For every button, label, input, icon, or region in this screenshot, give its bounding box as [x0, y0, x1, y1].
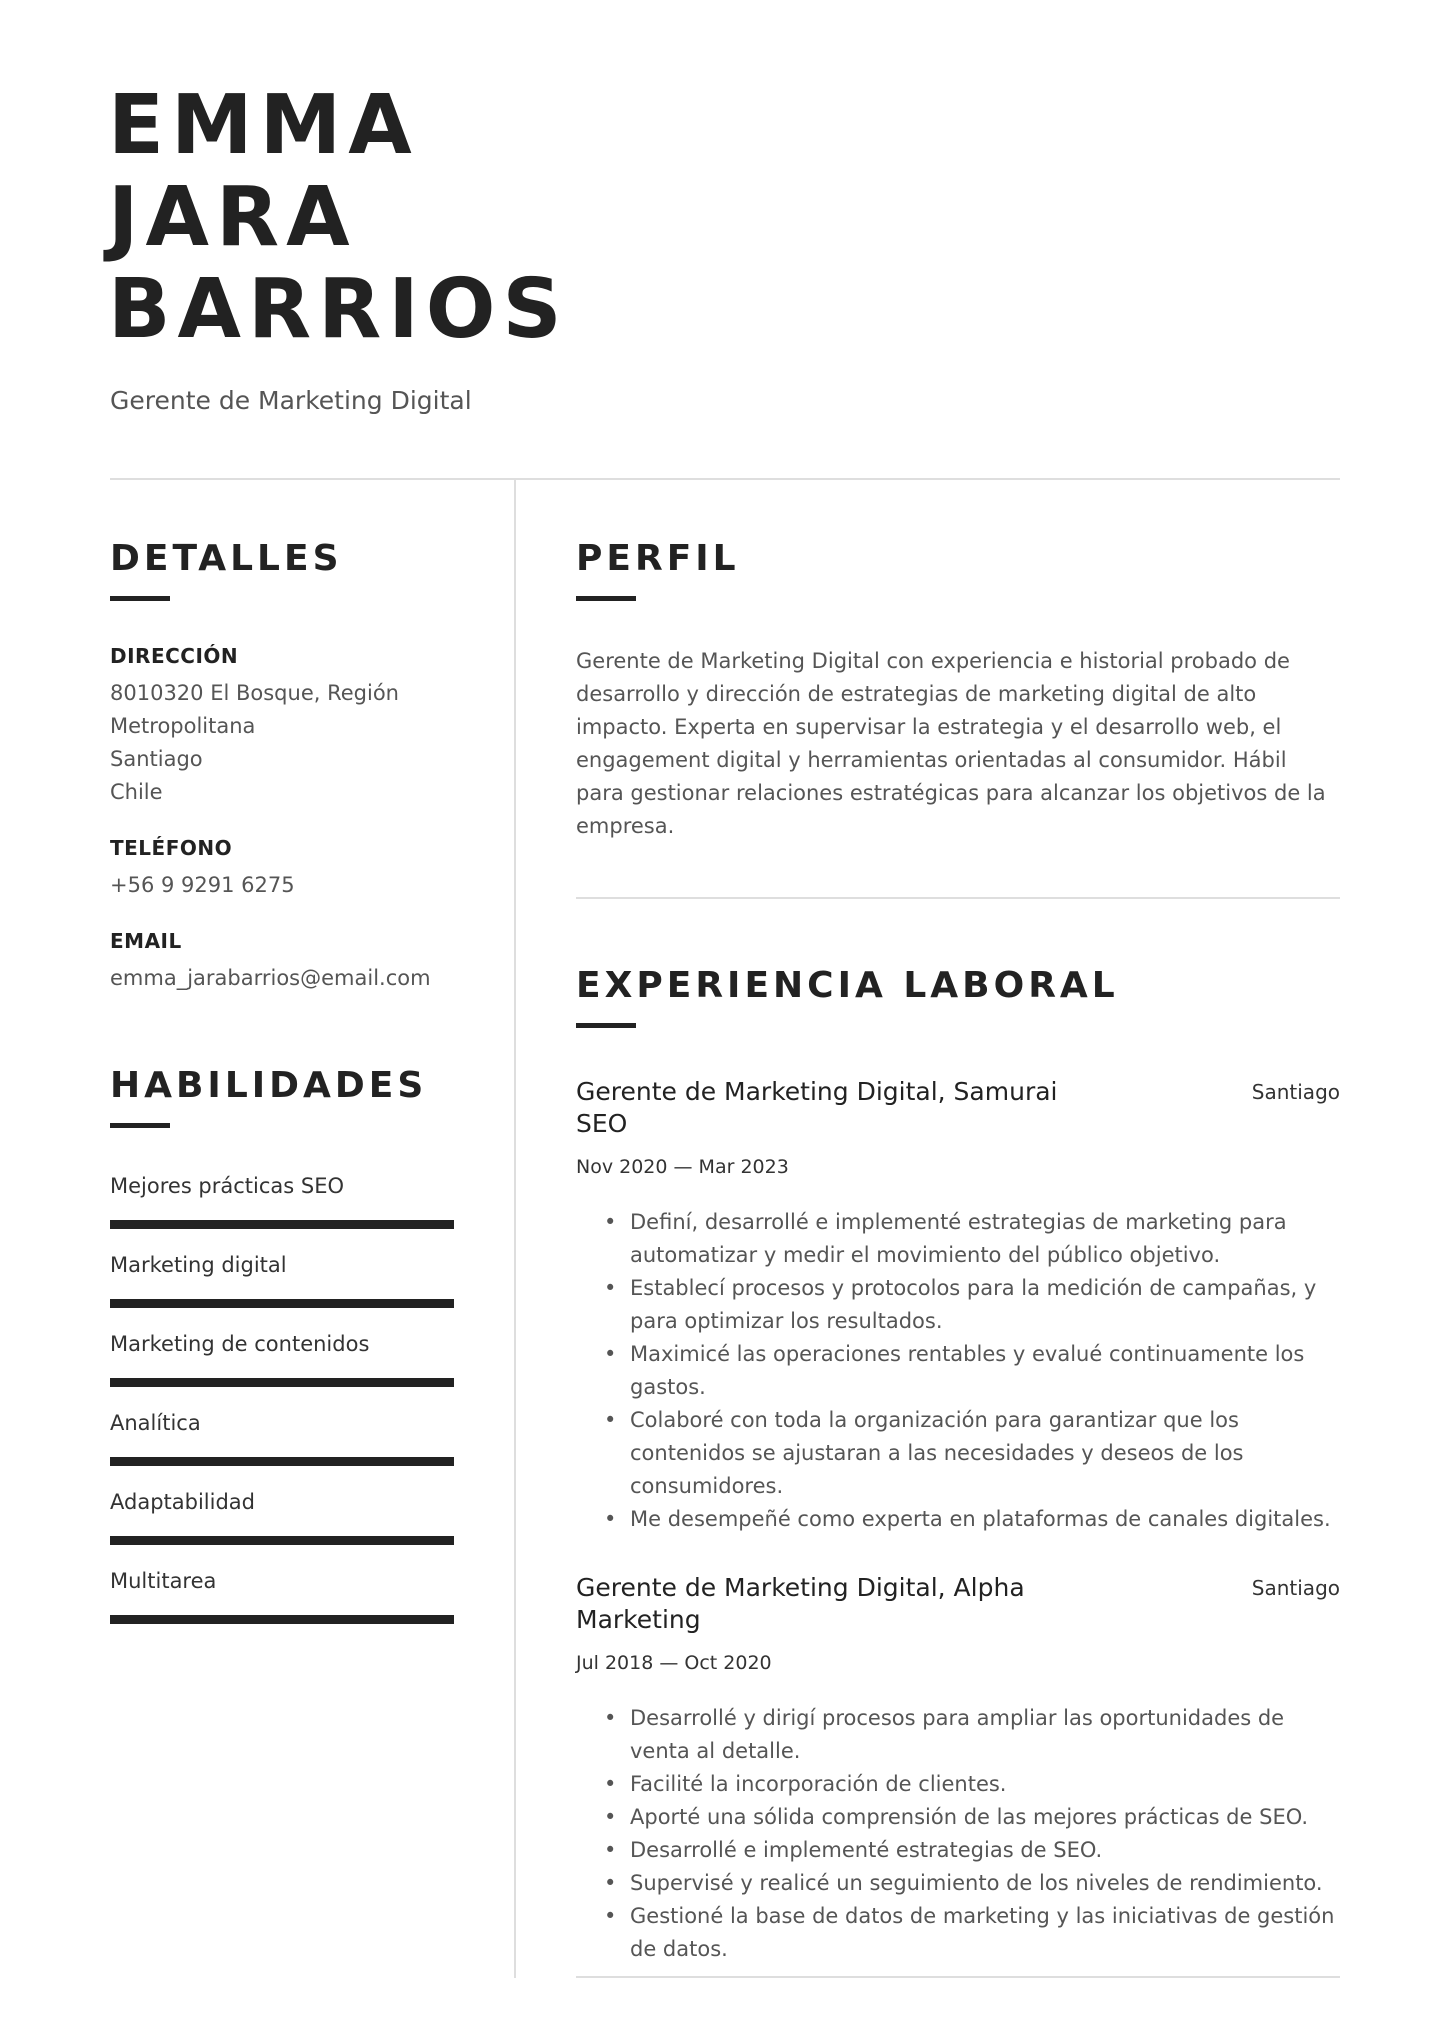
profile-title: PERFIL	[576, 538, 740, 579]
bullet-text: Definí, desarrollé e implementé estrategias de marketing para automatizar y medir el movimiento del público objetivo.	[630, 1210, 1287, 1267]
job-entry	[576, 1076, 1340, 1536]
skill-name: Analítica	[110, 1411, 201, 1435]
bullet-item	[576, 1702, 1340, 1768]
bullet-item	[576, 1834, 1340, 1867]
skills-section	[110, 1063, 470, 1624]
skill-item	[110, 1567, 470, 1624]
skill-level-bar	[110, 1299, 454, 1308]
phone-group	[110, 835, 470, 902]
bullet-item	[576, 1867, 1340, 1900]
skill-level-bar	[110, 1615, 454, 1624]
skill-name: Marketing de contenidos	[110, 1332, 370, 1356]
experience-title: EXPERIENCIA LABORAL	[576, 965, 1119, 1006]
phone-value: +56 9 9291 6275	[110, 873, 295, 897]
name-line: BARRIOS	[108, 262, 569, 357]
bullet-text: Supervisé y realicé un seguimiento de los niveles de rendimiento.	[630, 1871, 1323, 1895]
section-underline	[110, 1123, 170, 1128]
bullet-text: Facilité la incorporación de clientes.	[630, 1772, 1007, 1796]
skill-level-bar	[110, 1457, 454, 1466]
experience-section	[576, 963, 1340, 1966]
bullet-item	[576, 1272, 1340, 1338]
bullet-text: Establecí procesos y protocolos para la medición de campañas, y para optimizar los resultados.	[630, 1276, 1317, 1333]
email-group	[110, 928, 470, 995]
name-line: EMMA	[108, 78, 419, 173]
bullet-dot-icon: •	[604, 1507, 617, 1531]
job-bullets	[576, 1702, 1340, 1966]
job-subtitle: Gerente de Marketing Digital	[110, 386, 472, 415]
name-line: JARA	[108, 170, 357, 265]
skill-item	[110, 1488, 470, 1545]
header-divider	[110, 478, 1340, 480]
job-entry	[576, 1572, 1340, 1966]
bullet-item	[576, 1206, 1340, 1272]
skill-level-bar	[110, 1378, 454, 1387]
bullet-dot-icon: •	[604, 1772, 617, 1796]
left-column	[110, 536, 470, 1646]
skill-item	[110, 1172, 470, 1229]
skill-level-bar	[110, 1536, 454, 1545]
skill-name: Multitarea	[110, 1569, 217, 1593]
bullet-dot-icon: •	[604, 1276, 617, 1300]
bullet-text: Colaboré con toda la organización para garantizar que los contenidos se ajustaran a las necesidades y deseos de los consumidores.	[630, 1408, 1244, 1498]
job-header	[576, 1572, 1340, 1636]
bullet-dot-icon: •	[604, 1342, 617, 1366]
skill-item	[110, 1251, 470, 1308]
skill-item	[110, 1409, 470, 1466]
address-label: DIRECCIÓN	[110, 644, 239, 668]
job-city: Santiago	[1251, 1576, 1340, 1600]
details-block	[110, 643, 470, 995]
bullet-text: Gestioné la base de datos de marketing y las iniciativas de gestión de datos.	[630, 1904, 1335, 1961]
bullet-dot-icon: •	[604, 1706, 617, 1730]
bullet-text: Desarrollé e implementé estrategias de SEO.	[630, 1838, 1103, 1862]
job-bullets	[576, 1206, 1340, 1536]
address-line: 8010320 El Bosque, Región	[110, 681, 399, 705]
bullet-item	[576, 1404, 1340, 1503]
email-value[interactable]: emma_jarabarrios@email.com	[110, 966, 431, 990]
address-line: Chile	[110, 780, 163, 804]
skills-title: HABILIDADES	[110, 1065, 428, 1106]
job-dates: Nov 2020 — Mar 2023	[576, 1156, 789, 1178]
bullet-text: Desarrollé y dirigí procesos para ampliar las oportunidades de venta al detalle.	[630, 1706, 1285, 1763]
bullet-dot-icon: •	[604, 1210, 617, 1234]
job-title: Gerente de Marketing Digital, Alpha Marketing	[576, 1573, 1025, 1634]
bullet-item	[576, 1801, 1340, 1834]
skill-list	[110, 1172, 470, 1624]
email-label: EMAIL	[110, 929, 182, 953]
bottom-divider	[576, 1976, 1340, 1978]
job-dates: Jul 2018 — Oct 2020	[576, 1652, 772, 1674]
section-divider	[576, 897, 1340, 899]
right-column	[576, 536, 1340, 1966]
bullet-dot-icon: •	[604, 1871, 617, 1895]
skill-name: Mejores prácticas SEO	[110, 1174, 345, 1198]
profile-text: Gerente de Marketing Digital con experiencia e historial probado de desarrollo y dirección de estrategias de marketing digital de alto impacto. Experta en supervisar la estrategia y el desarrollo web, el engagement digital y herramientas orientadas al consumidor. Hábil para gestionar relaciones estratégicas para alcanzar los objetivos de la empresa.	[576, 649, 1326, 838]
skill-name: Adaptabilidad	[110, 1490, 255, 1514]
bullet-text: Maximicé las operaciones rentables y evalué continuamente los gastos.	[630, 1342, 1305, 1399]
bullet-item	[576, 1503, 1340, 1536]
bullet-item	[576, 1768, 1340, 1801]
job-city: Santiago	[1251, 1080, 1340, 1104]
job-header	[576, 1076, 1340, 1140]
candidate-name	[108, 80, 569, 356]
section-underline	[576, 1023, 636, 1028]
bullet-dot-icon: •	[604, 1838, 617, 1862]
details-title: DETALLES	[110, 538, 343, 579]
bullet-dot-icon: •	[604, 1904, 617, 1928]
section-underline	[576, 596, 636, 601]
bullet-text: Me desempeñé como experta en plataformas de canales digitales.	[630, 1507, 1331, 1531]
bullet-dot-icon: •	[604, 1408, 617, 1432]
skill-level-bar	[110, 1220, 454, 1229]
address-group	[110, 643, 470, 809]
bullet-item	[576, 1900, 1340, 1966]
bullet-dot-icon: •	[604, 1805, 617, 1829]
address-line: Santiago	[110, 747, 203, 771]
address-line: Metropolitana	[110, 714, 256, 738]
phone-label: TELÉFONO	[110, 836, 233, 860]
section-underline	[110, 596, 170, 601]
bullet-text: Aporté una sólida comprensión de las mejores prácticas de SEO.	[630, 1805, 1309, 1829]
column-divider	[514, 478, 516, 1978]
skill-name: Marketing digital	[110, 1253, 287, 1277]
job-title: Gerente de Marketing Digital, Samurai SEO	[576, 1077, 1058, 1138]
skill-item	[110, 1330, 470, 1387]
bullet-item	[576, 1338, 1340, 1404]
